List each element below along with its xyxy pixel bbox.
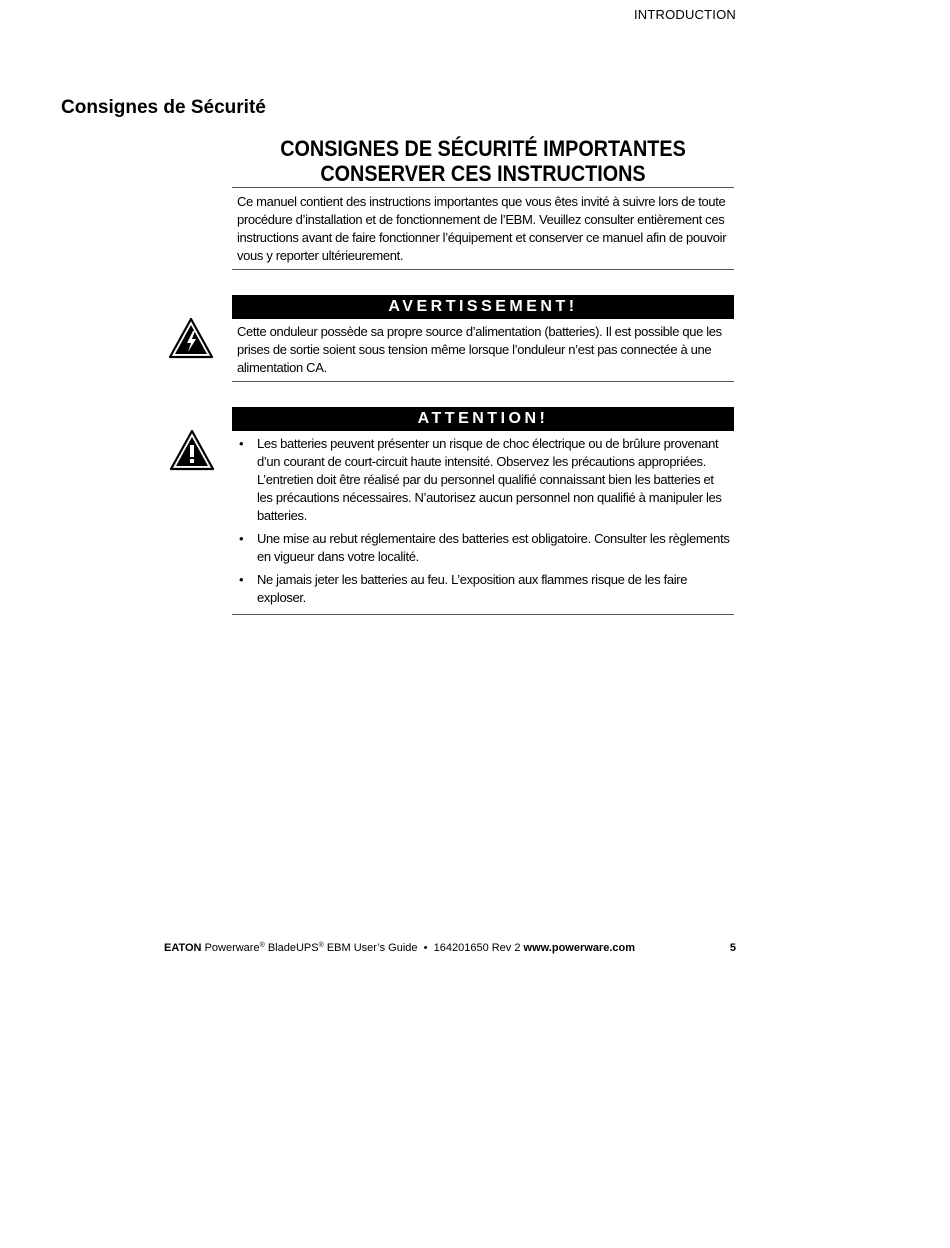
footer-website[interactable]: www.powerware.com xyxy=(523,942,636,954)
caution-item xyxy=(237,530,730,566)
bullet: • xyxy=(239,572,244,587)
running-header: INTRODUCTION xyxy=(633,7,736,22)
main-title xyxy=(257,136,709,186)
intro-box xyxy=(232,187,734,270)
caution-exclamation-icon xyxy=(169,429,215,476)
caution-item xyxy=(237,435,730,525)
intro-text: Ce manuel contient des instructions importantes que vous êtes invité à suivre lors de toute procédure d’installation et de fonctionnement de l’EBM. Veuillez consulter entièrement ces instructions avant de faire fonctionner l’équipement et conserver ce manuel afin de pouvoir vous y reporter ultérieurement. xyxy=(237,194,727,263)
footer-product-1: Powerware xyxy=(204,942,260,954)
caution-item-text: Les batteries peuvent présenter un risque de choc électrique ou de brûlure provenant d’un courant de court-circuit haute intensité. Observez les précautions appropriées. L’entretien doit être réalisé par du personnel qualifié connaissant bien les batteries et les précautions nécessaires. N’autorisez aucun personnel non qualifié à manipuler les batteries. xyxy=(257,436,722,523)
footer-separator: • xyxy=(423,942,428,954)
section-title: Consignes de Sécurité xyxy=(61,97,266,118)
page-number: 5 xyxy=(729,942,736,954)
page-footer xyxy=(164,942,635,954)
caution-item-text: Ne jamais jeter les batteries au feu. L’exposition aux flammes risque de les faire exploser. xyxy=(257,572,688,605)
footer-doc-number: 164201650 Rev 2 xyxy=(433,942,521,954)
warning-text: Cette onduleur possède sa propre source d’alimentation (batteries). Il est possible que les prises de sortie soient sous tension même lorsque l’onduleur n’est pas connectée à une alimentation CA. xyxy=(237,324,722,375)
caution-body xyxy=(232,433,734,615)
electric-shock-warning-icon xyxy=(168,317,214,364)
footer-product-2: BladeUPS xyxy=(267,942,319,954)
caution-item-text: Une mise au rebut réglementaire des batteries est obligatoire. Consulter les règlements en vigueur dans votre localité. xyxy=(257,531,730,564)
footer-brand: EATON xyxy=(164,942,202,954)
footer-reg-1: ® xyxy=(259,942,265,949)
bullet: • xyxy=(239,436,244,451)
caution-list xyxy=(237,435,730,607)
footer-guide: EBM User’s Guide xyxy=(326,942,418,954)
footer-reg-2: ® xyxy=(318,942,324,949)
warning-banner: AVERTISSEMENT! xyxy=(232,295,734,319)
caution-item xyxy=(237,571,730,607)
main-title-line-1: CONSIGNES DE SÉCURITÉ IMPORTANTES xyxy=(280,136,686,161)
warning-body xyxy=(232,321,734,382)
caution-banner: ATTENTION! xyxy=(232,407,734,431)
bullet: • xyxy=(239,531,244,546)
main-title-line-2: CONSERVER CES INSTRUCTIONS xyxy=(320,161,646,186)
